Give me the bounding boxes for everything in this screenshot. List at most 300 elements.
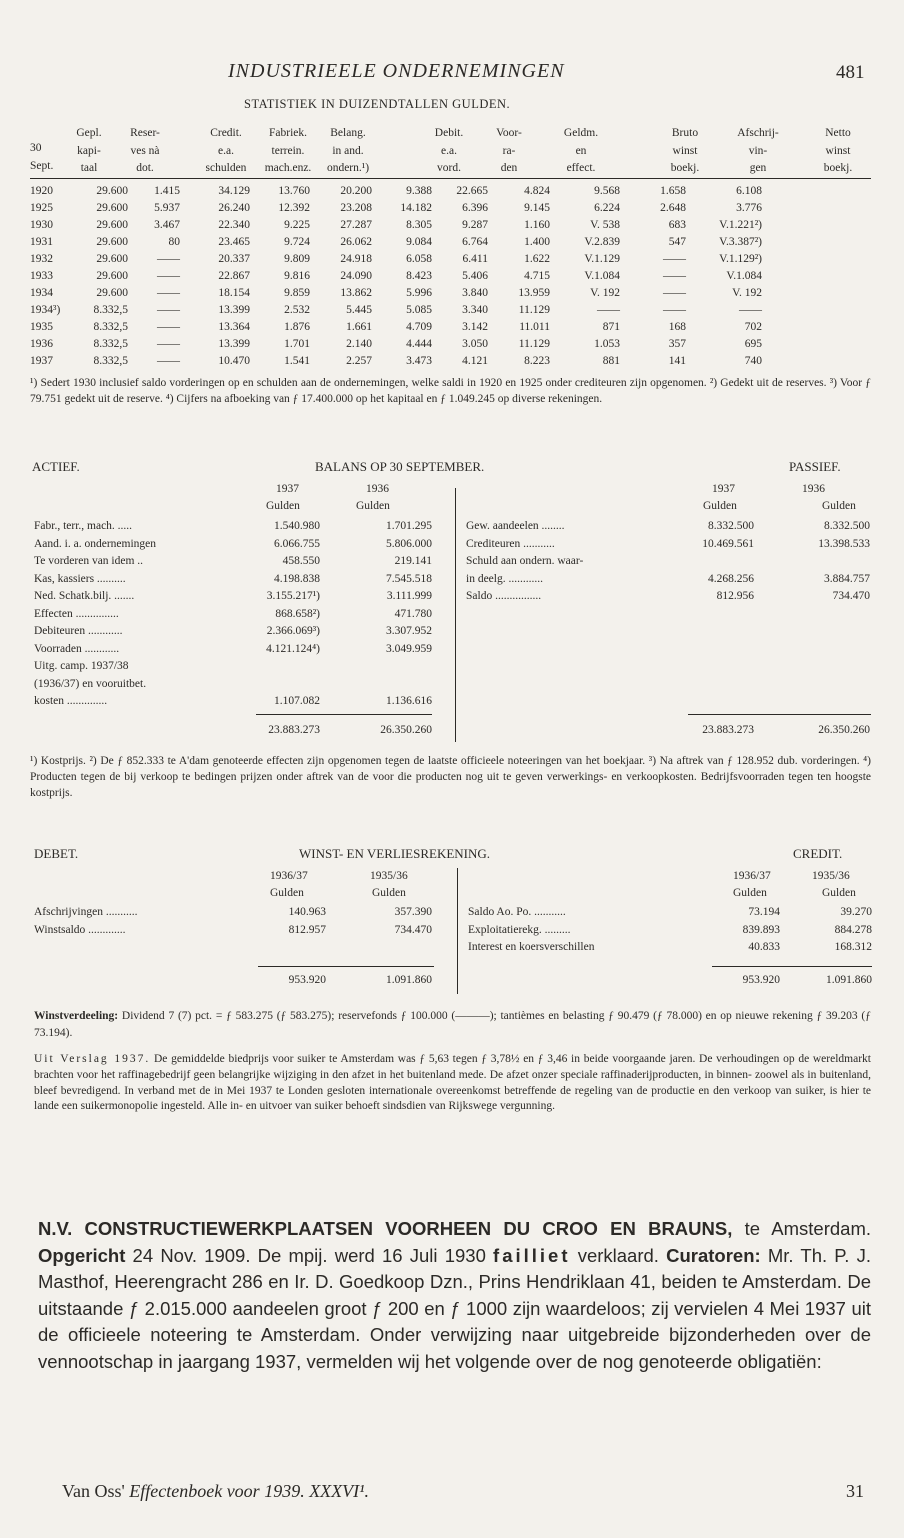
company-name: N.V. CONSTRUCTIEWERKPLAATSEN VOORHEEN DU CROO EN BRAUNS, bbox=[38, 1218, 733, 1239]
actief-item-1937: 6.066.755 bbox=[274, 537, 320, 550]
statistiek-year-cell: 1933 bbox=[30, 270, 53, 282]
statistiek-value-cell: 3.473 bbox=[406, 355, 432, 367]
statistiek-value-cell: 871 bbox=[602, 321, 620, 333]
statistiek-value-cell: 23.208 bbox=[340, 202, 372, 214]
statistiek-header-col bbox=[316, 126, 380, 179]
passief-item-1937 bbox=[670, 553, 754, 571]
statistiek-header-col bbox=[658, 126, 712, 179]
passief-item-label: in deelg. ............ bbox=[466, 572, 543, 585]
hdr-text: boekj. bbox=[823, 162, 853, 174]
passief-item-1936: 3.884.757 bbox=[824, 572, 870, 585]
statistiek-row bbox=[30, 353, 762, 370]
balans-title: BALANS OP 30 SEPTEMBER. bbox=[315, 459, 485, 474]
actief-item-1936: 471.780 bbox=[394, 607, 432, 620]
credit-item-value: 73.194 bbox=[748, 906, 780, 918]
hdr-text: vord. bbox=[437, 162, 461, 174]
statistiek-value-cell: 3.467 bbox=[154, 219, 180, 231]
actief-item-1936 bbox=[330, 676, 432, 694]
statistiek-value-cell: 18.154 bbox=[218, 287, 250, 299]
statistiek-value-cell: 4.444 bbox=[406, 338, 432, 350]
hdr-text: Belang. bbox=[330, 127, 366, 139]
winst-divider bbox=[457, 868, 458, 994]
passief-label: PASSIEF. bbox=[789, 459, 841, 474]
actief-item-1936 bbox=[330, 658, 432, 676]
statistiek-value-cell: 20.337 bbox=[218, 253, 250, 265]
statistiek-title: STATISTIEK IN DUIZENDTALLEN GULDEN. bbox=[244, 97, 511, 111]
footer-sheet-number: 31 bbox=[846, 1481, 864, 1501]
statistiek-value-cell: 9.809 bbox=[284, 253, 310, 265]
hdr-text: den bbox=[500, 162, 518, 174]
balans-total-rule-right bbox=[688, 714, 871, 715]
winstverdeeling-label: Winstverdeeling: bbox=[34, 1010, 119, 1022]
balans-footnote bbox=[30, 754, 871, 801]
statistiek-value-cell: V.3.387²) bbox=[719, 236, 762, 248]
statistiek-year-cell: 1934³) bbox=[30, 304, 61, 316]
statistiek-value-cell: 22.340 bbox=[218, 219, 250, 231]
actief-labels bbox=[34, 518, 244, 711]
statistiek-value-cell: —— bbox=[663, 253, 686, 265]
statistiek-value-cell: 695 bbox=[744, 338, 762, 350]
verslag bbox=[34, 1052, 871, 1115]
credit-item-value: 839.893 bbox=[742, 923, 780, 936]
verslag-body: De gemiddelde biedprijs voor suiker te Amsterdam was ƒ 5,63 tegen ƒ 3,78½ en ƒ 3,46 in beide voorgaande jaren. De verhoudingen op de wereldmarkt brachten voor het raffinagebedrijf geen belangrijke wijziging in den afzet in het buitenland mede. De afzet onzer speciale raffinaderijproducten, in binnen- zoowel als in buitenland, bleef bevredigend. In verband met de in Mei 1937 te Londen gesloten internationale overeenkomst betreffende de regeling van de productie en den verkoop van suiker, is hier te lande een suikermonopolie ingesteld. Alle in- en uitvoer van suiker behoeft sindsdien van Rijkswege vergunning. bbox=[34, 1053, 871, 1113]
statistiek-year-cell: 1936 bbox=[30, 338, 53, 350]
hdr-text: Reser- bbox=[130, 127, 160, 139]
footer-title: Effectenboek voor 1939. XXXVI¹. bbox=[129, 1481, 370, 1501]
passief-item-1937: 4.268.256 bbox=[708, 572, 754, 585]
running-header: INDUSTRIEELE ONDERNEMINGEN bbox=[228, 60, 565, 82]
actief-item-1936: 3.307.952 bbox=[386, 625, 432, 637]
statistiek-value-cell: 702 bbox=[744, 321, 762, 333]
hdr-text: kapi- bbox=[77, 144, 101, 157]
statistiek-value-cell: 14.182 bbox=[400, 202, 432, 214]
statistiek-value-cell: V.1.129²) bbox=[719, 253, 762, 265]
footer-source: Van Oss' bbox=[62, 1481, 130, 1501]
statistiek-value-cell: —— bbox=[157, 321, 180, 333]
statistiek-value-cell: 29.600 bbox=[96, 253, 128, 265]
company-text-3: verklaard. bbox=[570, 1244, 667, 1266]
statistiek-value-cell: 3.340 bbox=[462, 304, 488, 316]
hdr-text: ra- bbox=[502, 144, 516, 157]
actief-item-1937 bbox=[240, 658, 320, 676]
statistiek-year-cell: 1920 bbox=[30, 185, 53, 197]
balans-unit-b-right: Gulden bbox=[822, 500, 856, 512]
statistiek-value-cell: 12.392 bbox=[278, 202, 310, 214]
statistiek-value-cell: 27.287 bbox=[340, 219, 372, 231]
page-footer bbox=[62, 1481, 369, 1502]
winst-total-credit-b: 1.091.860 bbox=[826, 974, 872, 986]
hdr-text: Gepl. bbox=[76, 127, 102, 139]
hdr-text: Geldm. bbox=[563, 127, 599, 139]
winst-total-debet-b: 1.091.860 bbox=[386, 974, 432, 986]
statistiek-value-cell: 22.867 bbox=[218, 270, 250, 282]
statistiek-year-cell: 1934 bbox=[30, 287, 53, 299]
actief-item-label: Fabr., terr., mach. ..... bbox=[34, 520, 133, 532]
actief-item-1937: 3.155.217¹) bbox=[266, 590, 320, 602]
hdr-text: ondern.¹) bbox=[326, 162, 370, 174]
credit-item-label: Saldo Ao. Po. ........... bbox=[468, 906, 566, 918]
actief-item-1937: 1.107.082 bbox=[274, 695, 320, 707]
statistiek-value-cell: —— bbox=[663, 304, 686, 316]
credit-item-value: 884.278 bbox=[834, 923, 872, 936]
actief-item-1936: 7.545.518 bbox=[386, 572, 432, 585]
hdr-text: e.a. bbox=[441, 144, 457, 157]
balans-total-passief-1937: 23.883.273 bbox=[702, 724, 754, 736]
statistiek-value-cell: 8.423 bbox=[406, 270, 432, 282]
statistiek-value-cell: 1.160 bbox=[524, 219, 550, 231]
statistiek-value-cell: 29.600 bbox=[96, 287, 128, 299]
balans-divider bbox=[455, 488, 456, 742]
statistiek-value-cell: 29.600 bbox=[96, 270, 128, 282]
winstverdeeling bbox=[34, 1008, 871, 1042]
credit-item-label: Exploitatierekg. ......... bbox=[468, 923, 571, 936]
credit-item-value: 168.312 bbox=[834, 941, 872, 953]
hdr-text: mach.enz. bbox=[264, 162, 312, 174]
actief-item-label: Effecten ............... bbox=[34, 607, 119, 620]
debet-item-value: 734.470 bbox=[394, 923, 432, 936]
balans-unit-a-right: Gulden bbox=[703, 500, 737, 512]
hdr-text: winst bbox=[672, 144, 698, 157]
statistiek-value-cell: 3.142 bbox=[462, 321, 488, 333]
statistiek-value-cell: 2.532 bbox=[284, 304, 310, 316]
statistiek-value-cell: 13.760 bbox=[278, 185, 310, 197]
balans-total-passief-1936: 26.350.260 bbox=[818, 724, 870, 736]
statistiek-header-col bbox=[728, 126, 788, 179]
balans-total-actief-1936: 26.350.260 bbox=[380, 724, 432, 736]
statistiek-value-cell: 1.400 bbox=[524, 236, 550, 248]
passief-1936-values bbox=[764, 518, 870, 606]
winst-total-debet-a: 953.920 bbox=[288, 974, 326, 986]
statistiek-value-cell: V.2.839 bbox=[584, 236, 620, 248]
hdr-text: dot. bbox=[136, 162, 154, 174]
actief-item-label: (1936/37) en vooruitbet. bbox=[34, 677, 147, 690]
passief-item-label: Gew. aandeelen ........ bbox=[466, 520, 565, 532]
balans-total-rule-left bbox=[256, 714, 432, 715]
debet-1936-37-values bbox=[246, 904, 326, 939]
debet-labels bbox=[34, 904, 264, 939]
statistiek-row bbox=[30, 302, 762, 319]
statistiek-row bbox=[30, 336, 762, 353]
credit-item-value: 39.270 bbox=[840, 906, 872, 918]
actief-item-label: Debiteuren ............ bbox=[34, 625, 123, 637]
statistiek-header-col bbox=[256, 126, 320, 179]
actief-item-1937: 2.366.069³) bbox=[266, 625, 320, 637]
actief-1936-values bbox=[330, 518, 432, 711]
actief-item-1936: 1.701.295 bbox=[386, 520, 432, 532]
statistiek-value-cell: 8.332,5 bbox=[93, 321, 128, 333]
hdr-text: vin- bbox=[748, 144, 768, 157]
statistiek-value-cell: V.1.084 bbox=[726, 270, 762, 282]
winst-year-b-left: 1935/36 bbox=[370, 870, 408, 882]
statistiek-header-col bbox=[196, 126, 256, 179]
statistiek-header-col bbox=[808, 126, 868, 179]
hdr-text: Bruto bbox=[671, 127, 699, 139]
statistiek-value-cell: 357 bbox=[668, 338, 686, 350]
statistiek-value-cell: 4.824 bbox=[524, 185, 550, 197]
curatoren-label: Curatoren: bbox=[666, 1244, 761, 1266]
credit-label: CREDIT. bbox=[793, 846, 843, 861]
hdr-text: 30 bbox=[30, 142, 42, 154]
balans-year-a-left: 1937 bbox=[276, 483, 299, 495]
hdr-text: Fabriek. bbox=[268, 127, 307, 139]
statistiek-row bbox=[30, 217, 762, 234]
actief-item-label: Kas, kassiers .......... bbox=[34, 572, 126, 585]
statistiek-value-cell: 1.053 bbox=[594, 338, 620, 350]
statistiek-year-cell: 1935 bbox=[30, 321, 53, 333]
statistiek-value-cell: 13.959 bbox=[518, 287, 550, 299]
statistiek-value-cell: 8.332,5 bbox=[93, 338, 128, 350]
statistiek-value-cell: 4.715 bbox=[524, 270, 550, 282]
footnote-text: ¹) Kostprijs. ²) De ƒ 852.333 te A'dam genoteerde effecten zijn opgenomen tegen de laatste officieele noteeringen van het boekjaar. ³) Na aftrek van ƒ 128.952 dub. vorderingen. ⁴) Producten tegen de bij verkoop te bedingen prijzen onder aftrek van de voor die producten nog uit te geven verwerkings- en verkoopkosten. Bedrijfsvoorraden tegen ten hoogste kostprijs. bbox=[30, 755, 871, 799]
statistiek-header-col bbox=[484, 126, 534, 179]
statistiek-value-cell: 881 bbox=[602, 355, 620, 367]
hdr-text: gen bbox=[749, 162, 767, 174]
statistiek-col-headers bbox=[30, 126, 871, 180]
passief-labels bbox=[466, 518, 666, 606]
actief-item-label: Uitg. camp. 1937/38 bbox=[34, 660, 129, 672]
statistiek-value-cell: 10.470 bbox=[218, 355, 250, 367]
statistiek-value-cell: —— bbox=[663, 270, 686, 282]
statistiek-header-rule bbox=[30, 178, 871, 179]
hdr-text: Afschrij- bbox=[737, 127, 779, 139]
statistiek-header-col bbox=[554, 126, 608, 179]
hdr-text: e.a. bbox=[218, 144, 234, 157]
passief-item-1937: 8.332.500 bbox=[708, 520, 754, 532]
balans-year-b-left: 1936 bbox=[366, 483, 389, 495]
page-number: 481 bbox=[836, 62, 865, 83]
passief-item-label: Crediteuren ........... bbox=[466, 537, 555, 550]
actief-item-1936: 3.111.999 bbox=[386, 590, 432, 602]
statistiek-value-cell: 9.816 bbox=[284, 270, 310, 282]
statistiek-value-cell: 4.709 bbox=[406, 321, 432, 333]
statistiek-value-cell: 6.411 bbox=[462, 253, 488, 265]
actief-item-1937: 4.198.838 bbox=[274, 572, 320, 585]
winst-unit-a-right: Gulden bbox=[733, 887, 767, 899]
statistiek-value-cell: 2.140 bbox=[346, 338, 372, 350]
statistiek-value-cell: 1.876 bbox=[284, 321, 310, 333]
actief-label: ACTIEF. bbox=[32, 459, 80, 474]
statistiek-value-cell: 6.764 bbox=[462, 236, 488, 248]
winst-year-a-right: 1936/37 bbox=[733, 870, 771, 882]
statistiek-footnote bbox=[30, 376, 871, 408]
statistiek-value-cell: 2.648 bbox=[660, 202, 686, 214]
statistiek-value-cell: 29.600 bbox=[96, 202, 128, 214]
footnote-text: ¹) Sedert 1930 inclusief saldo vorderingen op en schulden aan de ondernemingen, welke saldi in 1920 en 1925 onder crediteuren zijn opgenomen. ²) Gedekt uit de reserves. ³) Voor ƒ 79.751 gedekt uit de reserve. ⁴) Cijfers na afboeking van ƒ 17.400.000 op het kapitaal en ƒ 1.049.245 op diverse rekeningen. bbox=[30, 377, 871, 405]
statistiek-header-col bbox=[120, 126, 170, 179]
winst-unit-b-right: Gulden bbox=[822, 887, 856, 899]
actief-item-1937: 4.121.124⁴) bbox=[266, 642, 320, 655]
hdr-text: Voor- bbox=[496, 127, 522, 139]
verslag-label: Uit Verslag 1937. bbox=[34, 1053, 151, 1065]
statistiek-value-cell: 13.364 bbox=[218, 321, 250, 333]
actief-item-1937: 868.658²) bbox=[275, 607, 320, 620]
statistiek-value-cell: V. 192 bbox=[590, 287, 620, 299]
statistiek-value-cell: 24.918 bbox=[340, 253, 372, 265]
statistiek-value-cell: 11.011 bbox=[519, 321, 550, 333]
statistiek-value-cell: 20.200 bbox=[340, 185, 372, 197]
actief-item-1937: 458.550 bbox=[282, 555, 320, 567]
statistiek-value-cell: 9.287 bbox=[462, 219, 488, 231]
actief-item-1936: 5.806.000 bbox=[386, 537, 432, 550]
statistiek-value-cell: 5.406 bbox=[462, 270, 488, 282]
statistiek-value-cell: V.1.084 bbox=[584, 270, 620, 282]
statistiek-header-col bbox=[30, 141, 53, 176]
hdr-text: taal bbox=[80, 162, 98, 174]
passief-item-label: Schuld aan ondern. waar- bbox=[466, 555, 584, 567]
statistiek-value-cell: V.1.221²) bbox=[719, 219, 762, 231]
balans-year-a-right: 1937 bbox=[712, 483, 735, 495]
company-section bbox=[38, 1216, 871, 1375]
winst-total-credit-a: 953.920 bbox=[742, 974, 780, 986]
passief-item-label: Saldo ................ bbox=[466, 590, 542, 602]
statistiek-year-cell: 1931 bbox=[30, 236, 53, 248]
statistiek-row bbox=[30, 200, 762, 217]
winst-unit-b-left: Gulden bbox=[372, 887, 406, 899]
statistiek-value-cell: 141 bbox=[668, 355, 686, 367]
statistiek-value-cell: 3.776 bbox=[736, 202, 762, 214]
passief-item-1936: 13.398.533 bbox=[818, 537, 870, 550]
statistiek-value-cell: 683 bbox=[668, 219, 686, 231]
passief-item-1936: 734.470 bbox=[832, 590, 870, 602]
statistiek-value-cell: 9.084 bbox=[406, 236, 432, 248]
statistiek-value-cell: 6.108 bbox=[736, 185, 762, 197]
passief-1937-values bbox=[670, 518, 754, 606]
failliet-label: failliet bbox=[493, 1244, 571, 1266]
passief-item-1937: 812.956 bbox=[716, 590, 754, 602]
statistiek-value-cell: —— bbox=[739, 304, 762, 316]
statistiek-value-cell: V. 192 bbox=[732, 287, 762, 299]
statistiek-value-cell: 5.445 bbox=[346, 304, 372, 316]
hdr-text: Debit. bbox=[434, 127, 464, 139]
debet-item-value: 357.390 bbox=[394, 906, 432, 918]
statistiek-value-cell: —— bbox=[157, 270, 180, 282]
statistiek-value-cell: 9.724 bbox=[284, 236, 310, 248]
statistiek-value-cell: 1.541 bbox=[284, 355, 310, 367]
passief-item-1937: 10.469.561 bbox=[702, 537, 754, 550]
balans-total-actief-1937: 23.883.273 bbox=[268, 724, 320, 736]
statistiek-row bbox=[30, 234, 762, 251]
hdr-text: in and. bbox=[332, 144, 364, 157]
hdr-text: Credit. bbox=[210, 127, 242, 139]
statistiek-value-cell: 9.859 bbox=[284, 287, 310, 299]
statistiek-value-cell: 168 bbox=[668, 321, 686, 333]
balans-unit-b-left: Gulden bbox=[356, 500, 390, 512]
actief-item-label: kosten .............. bbox=[34, 695, 108, 707]
company-text bbox=[38, 1216, 871, 1375]
winst-total-rule-right bbox=[712, 966, 872, 967]
statistiek-value-cell: 1.415 bbox=[154, 185, 180, 197]
statistiek-value-cell: 80 bbox=[168, 236, 180, 248]
company-text-1: te Amsterdam. bbox=[732, 1218, 871, 1239]
statistiek-value-cell: 740 bbox=[744, 355, 762, 367]
statistiek-value-cell: 9.225 bbox=[284, 219, 310, 231]
credit-item-label: Interest en koersverschillen bbox=[468, 941, 595, 953]
actief-1937-values bbox=[240, 518, 320, 711]
statistiek-row bbox=[30, 285, 762, 302]
statistiek-value-cell: 11.129 bbox=[518, 338, 550, 350]
statistiek-value-cell: 13.399 bbox=[218, 338, 250, 350]
hdr-text: terrein. bbox=[271, 144, 305, 157]
statistiek-value-cell: 29.600 bbox=[96, 236, 128, 248]
winst-unit-a-left: Gulden bbox=[270, 887, 304, 899]
hdr-text: boekj. bbox=[670, 162, 700, 174]
statistiek-value-cell: —— bbox=[157, 338, 180, 350]
hdr-text: winst bbox=[825, 144, 851, 157]
hdr-text: schulden bbox=[205, 162, 247, 174]
statistiek-value-cell: 9.388 bbox=[406, 185, 432, 197]
hdr-text: Netto bbox=[825, 127, 851, 139]
hdr-text: Sept. bbox=[30, 159, 54, 172]
statistiek-value-cell: 547 bbox=[668, 236, 686, 248]
statistiek-value-cell: 22.665 bbox=[456, 185, 488, 197]
statistiek-value-cell: —— bbox=[157, 304, 180, 316]
statistiek-value-cell: 8.305 bbox=[406, 219, 432, 231]
actief-item-1936: 1.136.616 bbox=[386, 695, 432, 707]
statistiek-value-cell: 6.224 bbox=[594, 202, 620, 214]
statistiek-value-cell: 8.332,5 bbox=[93, 304, 128, 316]
statistiek-value-cell: 5.937 bbox=[154, 202, 180, 214]
statistiek-row bbox=[30, 183, 762, 200]
verslag-text bbox=[34, 1052, 871, 1115]
statistiek-value-cell: —— bbox=[597, 304, 620, 316]
debet-1935-36-values bbox=[336, 904, 432, 939]
statistiek-year-cell: 1925 bbox=[30, 202, 53, 214]
hdr-text: ves nà bbox=[130, 144, 160, 157]
statistiek-value-cell: 11.129 bbox=[518, 304, 550, 316]
statistiek-value-cell: 5.996 bbox=[406, 287, 432, 299]
statistiek-value-cell: 34.129 bbox=[218, 185, 250, 197]
statistiek-value-cell: —— bbox=[157, 287, 180, 299]
winstverdeeling-body: Dividend 7 (7) pct. = ƒ 583.275 (ƒ 583.275); reservefonds ƒ 100.000 (———); tantièmes en belasting ƒ 90.479 (ƒ 78.000) en op nieuwe rekening ƒ 39.203 (ƒ 73.194). bbox=[34, 1010, 871, 1039]
actief-item-1936: 3.049.959 bbox=[386, 642, 432, 655]
winst-total-rule-left bbox=[258, 966, 434, 967]
credit-item-value: 40.833 bbox=[748, 941, 780, 953]
statistiek-row bbox=[30, 268, 762, 285]
actief-item-1936: 219.141 bbox=[394, 555, 432, 567]
statistiek-value-cell: 8.223 bbox=[524, 355, 550, 367]
statistiek-value-cell: 5.085 bbox=[406, 304, 432, 316]
hdr-text: en bbox=[575, 144, 587, 157]
winst-year-a-left: 1936/37 bbox=[270, 870, 308, 882]
statistiek-value-cell: —— bbox=[157, 253, 180, 265]
debet-item-label: Winstsaldo ............. bbox=[34, 923, 126, 936]
credit-labels bbox=[468, 904, 694, 957]
actief-item-1937 bbox=[240, 676, 320, 694]
statistiek-value-cell: 9.568 bbox=[594, 185, 620, 197]
statistiek-value-cell: 6.058 bbox=[406, 253, 432, 265]
statistiek-value-cell: 4.121 bbox=[462, 355, 488, 367]
statistiek-year-cell: 1937 bbox=[30, 355, 53, 367]
statistiek-value-cell: V. 538 bbox=[590, 219, 620, 231]
hdr-text: effect. bbox=[566, 162, 596, 174]
statistiek-value-cell: 26.062 bbox=[340, 236, 372, 248]
statistiek-value-cell: 1.701 bbox=[284, 338, 310, 350]
statistiek-value-cell: 29.600 bbox=[96, 219, 128, 231]
statistiek-value-cell: 13.399 bbox=[218, 304, 250, 316]
balans-unit-a-left: Gulden bbox=[266, 500, 300, 512]
statistiek-value-cell: 13.862 bbox=[340, 287, 372, 299]
statistiek-row bbox=[30, 251, 762, 268]
debet-item-value: 140.963 bbox=[288, 906, 326, 918]
statistiek-value-cell: 8.332,5 bbox=[93, 355, 128, 367]
opgericht-label: Opgericht bbox=[38, 1244, 126, 1266]
balans-year-b-right: 1936 bbox=[802, 483, 825, 495]
statistiek-value-cell: 2.257 bbox=[346, 355, 372, 367]
statistiek-row bbox=[30, 319, 762, 336]
statistiek-value-cell: 24.090 bbox=[340, 270, 372, 282]
statistiek-value-cell: —— bbox=[663, 287, 686, 299]
debet-item-value: 812.957 bbox=[288, 923, 326, 936]
